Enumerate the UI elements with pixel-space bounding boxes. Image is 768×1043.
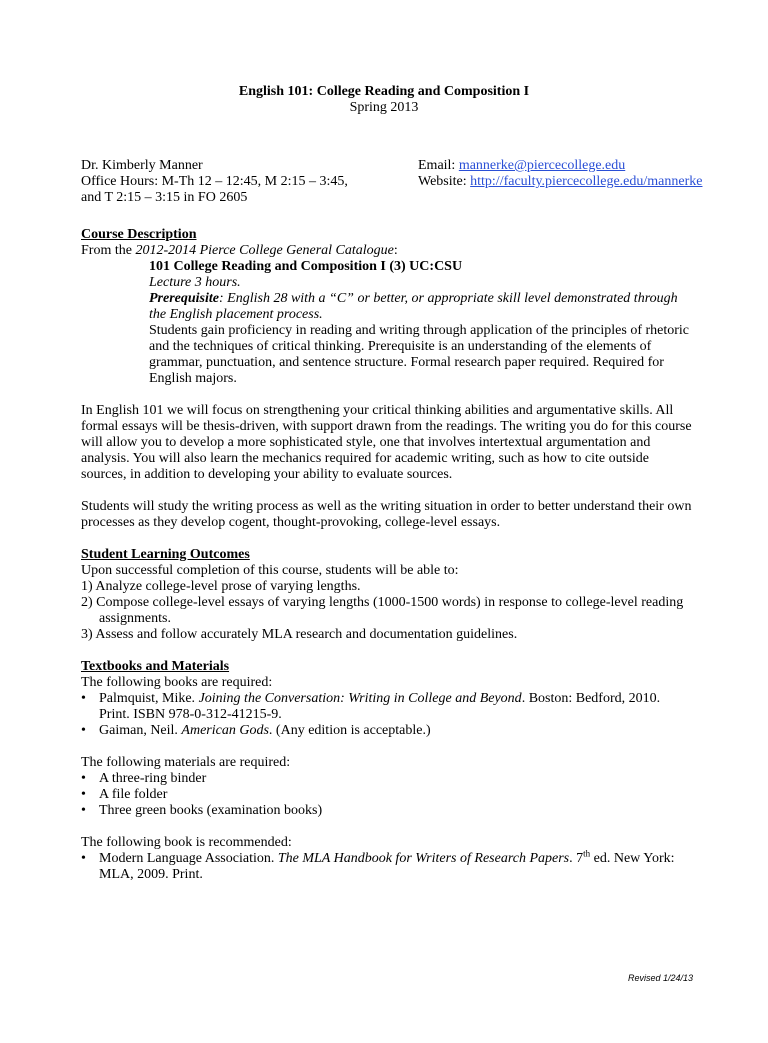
recommended-intro: The following book is recommended:: [81, 835, 292, 850]
catalogue-description: Students gain proficiency in reading and writing through application of the principles of rhetoric and the techniques of critical thinking. Prerequisite is an understanding of the elements of grammar, punctuation, and sentence structure. Formal research paper required. Required for English majors.: [149, 323, 690, 386]
section-heading: Student Learning Outcomes: [81, 547, 250, 562]
book-title: American Gods: [181, 723, 269, 738]
text: . (Any edition is acceptable.): [268, 723, 431, 738]
paragraph: Students will study the writing process as well as the writing situation in order to better understand their own processes as they develop cogent, thought-provoking, college-level essays.: [81, 499, 692, 530]
email-label: Email:: [418, 158, 459, 173]
bullet-icon: •: [81, 787, 86, 802]
revision-footer: Revised 1/24/13: [627, 973, 693, 983]
document-header: [0, 84, 768, 116]
office-hours: Office Hours: M-Th 12 – 12:45, M 2:15 – 3:45,: [81, 174, 348, 189]
instructor-info: [81, 158, 418, 206]
materials-intro: The following materials are required:: [81, 755, 291, 770]
material-item: [81, 803, 693, 819]
bullet-icon: •: [81, 723, 86, 738]
term: Spring 2013: [349, 100, 419, 115]
instructor-name: Dr. Kimberly Manner: [81, 158, 203, 173]
outcome-item: 2) Compose college-level essays of varying lengths (1000-1500 words) in response to college-level reading assignments.: [81, 595, 684, 626]
course-description-section: [81, 227, 693, 531]
prereq-label: Prerequisite: [149, 291, 219, 306]
outcomes-intro: Upon successful completion of this course, students will be able to:: [81, 563, 459, 578]
outcome-item: 1) Analyze college-level prose of varying lengths.: [81, 579, 361, 594]
email-link[interactable]: mannerke@piercecollege.edu: [458, 158, 626, 173]
text: ed. New York: MLA, 2009. Print.: [99, 851, 675, 882]
contact-row: [81, 158, 703, 206]
bullet-icon: •: [81, 803, 86, 818]
text: From the: [81, 243, 136, 258]
text: . Boston: Bedford, 2010. Print. ISBN 978-0-312-41215-9.: [99, 691, 661, 722]
text: Three green books (examination books): [99, 803, 323, 818]
superscript: th: [583, 848, 591, 859]
book-title: Joining the Conversation: Writing in College and Beyond: [198, 691, 522, 706]
bullet-icon: •: [81, 771, 86, 786]
book-item: [81, 691, 693, 723]
website-link[interactable]: http://faculty.piercecollege.edu/mannerke: [470, 174, 703, 189]
text: Gaiman, Neil.: [99, 723, 182, 738]
catalogue-entry: [81, 259, 693, 387]
outcome-item: 3) Assess and follow accurately MLA research and documentation guidelines.: [81, 627, 518, 642]
lecture-hours: Lecture 3 hours.: [149, 275, 241, 290]
recommended-item: [81, 848, 693, 883]
website-label: Website:: [418, 174, 471, 189]
prerequisite: [149, 291, 693, 323]
section-heading: Course Description: [81, 227, 197, 242]
book-item: [81, 723, 693, 739]
material-item: [81, 771, 693, 787]
bullet-icon: •: [81, 691, 86, 706]
textbooks-section: [81, 659, 693, 883]
text: Palmquist, Mike.: [99, 691, 199, 706]
catalogue-source: [81, 243, 693, 259]
books-intro: The following books are required:: [81, 675, 273, 690]
prereq-text: : English 28 with a “C” or better, or appropriate skill level demonstrated through the English placement process.: [149, 291, 678, 322]
text: Modern Language Association.: [99, 851, 278, 866]
text: :: [393, 243, 398, 258]
course-title: English 101: College Reading and Composition I: [238, 84, 530, 99]
catalogue-title: 2012-2014 Pierce College General Catalogue: [135, 243, 394, 258]
office-hours-cont: and T 2:15 – 3:15 in FO 2605: [81, 190, 248, 205]
contact-info: [418, 158, 702, 206]
section-heading: Textbooks and Materials: [81, 659, 230, 674]
paragraph: In English 101 we will focus on strengthening your critical thinking abilities and argumentative skills. All formal essays will be thesis-driven, with support drawn from the readings. The writing you do for this course will allow you to develop a more sophisticated style, one that involves intertextual argumentation and analysis. You will also learn the mechanics required for academic writing, such as how to cite outside sources, in addition to developing your ability to evaluate sources.: [81, 403, 692, 482]
material-item: [81, 787, 693, 803]
bullet-icon: •: [81, 851, 86, 866]
text: A file folder: [99, 787, 168, 802]
text: A three-ring binder: [99, 771, 207, 786]
book-title: The MLA Handbook for Writers of Research Papers: [277, 851, 570, 866]
catalogue-course-title: 101 College Reading and Composition I (3) UC:CSU: [149, 259, 463, 274]
text: . 7: [569, 851, 584, 866]
outcomes-section: [81, 547, 693, 643]
